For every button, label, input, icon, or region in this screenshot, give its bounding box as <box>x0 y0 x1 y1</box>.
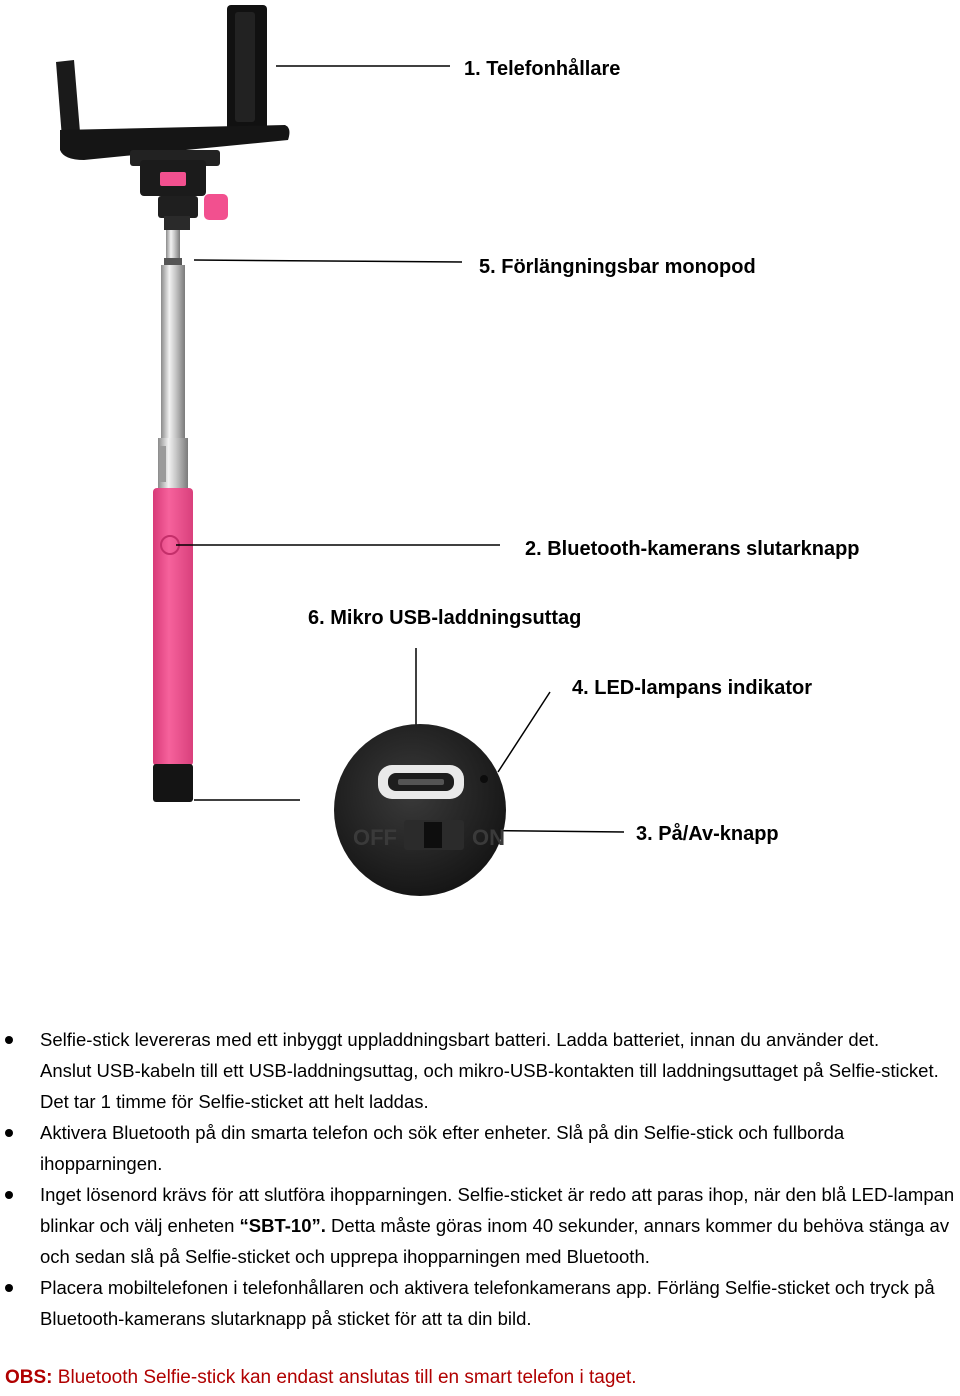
end-cap-closeup <box>334 724 506 896</box>
obs-label: OBS: <box>5 1367 53 1388</box>
device-name: “SBT-10”. <box>239 1215 326 1236</box>
callout-lines <box>176 66 624 832</box>
instruction-item <box>0 1024 960 1055</box>
instruction-text: Aktivera Bluetooth på din smarta telefon och sök efter enheter. Slå på din Selfie-stick och fullborda ihopparningen. <box>40 1122 845 1174</box>
phone-holder <box>56 5 289 230</box>
instruction-item <box>0 1117 960 1179</box>
instructions-list <box>0 1024 960 1334</box>
switch-on-label: ON <box>472 825 505 850</box>
label-micro-usb-port: 6. Mikro USB-laddningsuttag <box>308 607 582 629</box>
instruction-item <box>0 1055 960 1117</box>
instruction-item <box>0 1179 960 1272</box>
label-led-indicator: 4. LED-lampans indikator <box>572 677 813 699</box>
label-extendable-monopod: 5. Förlängningsbar monopod <box>479 256 756 278</box>
pink-handle <box>153 488 193 802</box>
telescopic-pole <box>158 230 188 488</box>
label-phone-holder: 1. Telefonhållare <box>464 58 621 80</box>
label-power-switch: 3. På/Av-knapp <box>636 823 779 845</box>
label-shutter-button: 2. Bluetooth-kamerans slutarknapp <box>525 538 860 560</box>
instruction-text: Selfie-stick levereras med ett inbyggt uppladdningsbart batteri. Ladda batteriet, innan du använder det. <box>40 1029 880 1050</box>
instruction-text <box>40 1179 960 1272</box>
instruction-text-part: Inget lösenord krävs för att slutföra ihopparningen. Selfie-sticket är redo att paras ihop, när den blå LED-lampan blinkar och välj enheten <box>40 1184 955 1236</box>
instruction-text: Placera mobiltelefonen i telefonhållaren och aktivera telefonkamerans app. Förläng Selfie-sticket och tryck på Bluetooth-kamerans slutarknapp på sticket för att ta din bild. <box>40 1277 935 1329</box>
switch-off-label: OFF <box>353 825 397 850</box>
instruction-text: Anslut USB-kabeln till ett USB-laddningsuttag, och mikro-USB-kontakten till laddningsuttaget på Selfie-sticket. Det tar 1 timme för Selfie-sticket att helt laddas. <box>40 1060 939 1112</box>
instruction-text-part: Detta måste göras inom 40 sekunder, annars kommer du behöva stänga av och sedan slå på Selfie-sticket och upprepa ihopparningen med Bluetooth. <box>40 1215 950 1267</box>
obs-note <box>5 1364 637 1392</box>
instruction-item <box>0 1272 960 1334</box>
obs-text: Bluetooth Selfie-stick kan endast anslutas till en smart telefon i taget. <box>52 1367 637 1388</box>
